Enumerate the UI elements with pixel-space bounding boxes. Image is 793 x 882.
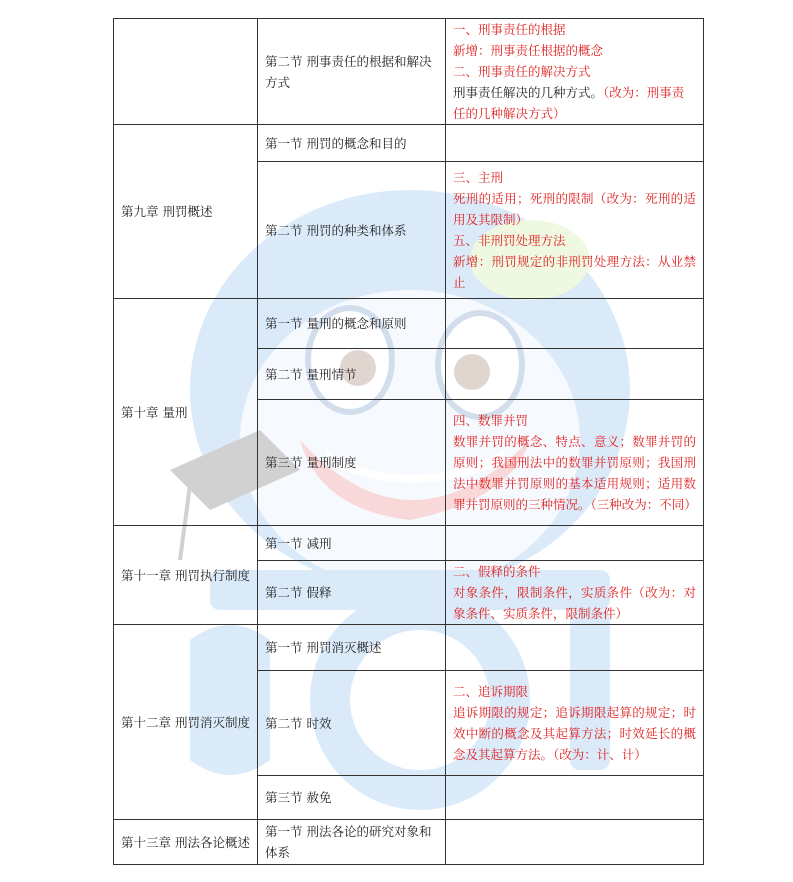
section-cell: 第二节 时效 bbox=[258, 671, 446, 776]
notes-cell bbox=[446, 820, 704, 865]
note-line: 对象条件，限制条件，实质条件（改为：对象条件、实质条件，限制条件） bbox=[453, 585, 696, 621]
syllabus-change-table bbox=[113, 18, 704, 865]
note-line: 新增：刑罚规定的非刑罚处理方法：从业禁止 bbox=[453, 254, 696, 290]
section-cell: 第一节 量刑的概念和原则 bbox=[258, 299, 446, 349]
notes-cell bbox=[446, 671, 704, 776]
table-row bbox=[114, 125, 704, 162]
chapter-cell: 第十一章 刑罚执行制度 bbox=[114, 526, 258, 625]
note-line: 追诉期限的规定；追诉期限起算的规定；时效中断的概念及其起算方法；时效延长的概念及其起算方法。（改为：计、计） bbox=[453, 705, 696, 762]
notes-cell bbox=[446, 349, 704, 400]
chapter-cell: 第十二章 刑罚消灭制度 bbox=[114, 625, 258, 820]
note-line: 数罪并罚的概念、特点、意义；数罪并罚的原则；我国刑法中的数罪并罚原则；我国刑法中数罪并罚原则的基本适用规则；适用数罪并罚原则的三种情况。（三种改为：不同） bbox=[453, 434, 697, 512]
note-line: 刑事责任解决的几种方式。 bbox=[453, 85, 604, 100]
section-cell: 第三节 量刑制度 bbox=[258, 400, 446, 526]
note-line: 五、非刑罚处理方法 bbox=[453, 233, 566, 248]
notes-cell bbox=[446, 162, 704, 299]
section-cell: 第一节 刑法各论的研究对象和体系 bbox=[258, 820, 446, 865]
note-line: 四、数罪并罚 bbox=[453, 413, 529, 428]
notes-cell bbox=[446, 299, 704, 349]
note-line: 二、刑事责任的解决方式 bbox=[453, 64, 591, 79]
notes-cell bbox=[446, 400, 704, 526]
chapter-cell bbox=[114, 19, 258, 125]
note-line: 死刑的适用；死刑的限制（改为：死刑的适用及其限制） bbox=[453, 191, 696, 227]
notes-cell bbox=[446, 625, 704, 671]
note-line: 二、假释的条件 bbox=[453, 564, 541, 579]
table-row bbox=[114, 526, 704, 561]
section-cell: 第二节 假释 bbox=[258, 561, 446, 625]
notes-cell bbox=[446, 526, 704, 561]
chapter-cell: 第十三章 刑法各论概述 bbox=[114, 820, 258, 865]
section-cell: 第二节 刑事责任的根据和解决方式 bbox=[258, 19, 446, 125]
table-row bbox=[114, 299, 704, 349]
note-line: 一、刑事责任的根据 bbox=[453, 22, 566, 37]
notes-cell bbox=[446, 125, 704, 162]
note-line: 新增：刑事责任根据的概念 bbox=[453, 43, 604, 58]
notes-cell bbox=[446, 776, 704, 820]
notes-cell bbox=[446, 19, 704, 125]
section-cell: 第二节 量刑情节 bbox=[258, 349, 446, 400]
section-cell: 第二节 刑罚的种类和体系 bbox=[258, 162, 446, 299]
note-line: （改为：刑事责任的几种解决方式） bbox=[453, 85, 685, 121]
note-line: 三、主刑 bbox=[453, 170, 504, 185]
chapter-cell: 第九章 刑罚概述 bbox=[114, 125, 258, 299]
note-line: 二、追诉期限 bbox=[453, 684, 529, 699]
section-cell: 第三节 赦免 bbox=[258, 776, 446, 820]
notes-cell bbox=[446, 561, 704, 625]
table-row bbox=[114, 625, 704, 671]
table-row bbox=[114, 19, 704, 125]
section-cell: 第一节 减刑 bbox=[258, 526, 446, 561]
chapter-cell: 第十章 量刑 bbox=[114, 299, 258, 526]
section-cell: 第一节 刑罚的概念和目的 bbox=[258, 125, 446, 162]
section-cell: 第一节 刑罚消灭概述 bbox=[258, 625, 446, 671]
table-row bbox=[114, 820, 704, 865]
